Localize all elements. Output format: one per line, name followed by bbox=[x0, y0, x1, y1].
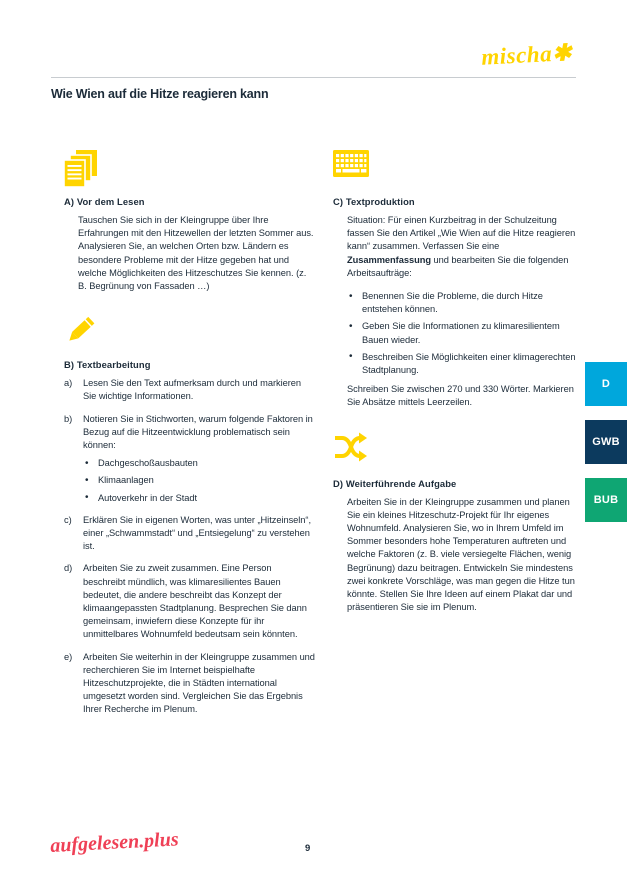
section-c-bullet-list bbox=[347, 290, 584, 377]
task-text: Erklären Sie in eigenen Worten, was unter „Hitzeinseln“, einer „Schwammstadt“ und „Entsiegelung“ zu verstehen ist. bbox=[83, 514, 312, 552]
bullet-item: • Klimaanlagen bbox=[83, 474, 315, 487]
task-text: Notieren Sie in Stichworten, warum folgende Faktoren in Bezug auf die Hitzeentwicklung problematisch sein können: bbox=[83, 413, 313, 451]
page-number: 9 bbox=[305, 843, 311, 854]
section-a-title: Vor dem Lesen bbox=[76, 196, 145, 207]
task-item bbox=[64, 413, 315, 505]
bullet-item: • Benennen Sie die Probleme, die durch Hitze entstehen können. bbox=[347, 290, 584, 316]
task-bullet-list bbox=[83, 457, 315, 505]
task-item bbox=[64, 377, 315, 403]
section-c-intro bbox=[347, 214, 584, 280]
task-text: Arbeiten Sie weiterhin in der Kleingruppe zusammen und recherchieren Sie im Internet beispielhafte Hitzeschutzprojekte, die in Städten international umgesetzt worden sind. Vergleichen Sie das Ergebnis Ihrer Recherche im Plenum. bbox=[83, 651, 315, 715]
header-divider bbox=[51, 77, 576, 78]
side-tab-gwb[interactable]: GWB bbox=[585, 420, 627, 464]
side-tab-bub[interactable]: BUB bbox=[585, 478, 627, 522]
section-c-letter: C) bbox=[333, 196, 346, 207]
pencil-icon bbox=[64, 313, 315, 353]
task-text: Arbeiten Sie zu zweit zusammen. Eine Person beschreibt mündlich, was klimaresilientes Bauen bedeutet, die andere beschreibt das Konzept der klimaangepassten Stadtplanung. Besprechen Sie dann gemeinsam, inwiefern diese Konzepte für ihr unmittelbares Wohnumfeld bedeutsam sein könnten. bbox=[83, 563, 307, 640]
section-d-letter: D) bbox=[333, 477, 346, 489]
section-a-letter: A) bbox=[64, 196, 77, 207]
bullet-item: • Dachgeschoßausbauten bbox=[83, 457, 315, 470]
task-marker: d) bbox=[64, 563, 73, 574]
section-c-heading bbox=[333, 196, 584, 207]
bullet-item: • Beschreiben Sie Möglichkeiten einer klimagerechten Stadtplanung. bbox=[347, 351, 584, 377]
section-c-intro-bold: Zusammenfassung bbox=[347, 254, 431, 265]
section-d bbox=[333, 432, 584, 615]
section-c-title: Textproduktion bbox=[345, 196, 415, 207]
section-c-intro-part1: Situation: Für einen Kurzbeitrag in der Schulzeitung fassen Sie den Artikel „Wie Wien auf die Hitze reagieren kann“ zusammen. Verfassen Sie eine bbox=[347, 215, 576, 252]
side-tab-d[interactable]: D bbox=[585, 362, 627, 406]
section-b-title: Textbearbeitung bbox=[76, 359, 151, 371]
bullet-item: • Autoverkehr in der Stadt bbox=[83, 492, 315, 505]
section-d-heading bbox=[333, 478, 584, 489]
section-a-heading bbox=[64, 196, 315, 207]
task-marker: b) bbox=[64, 413, 73, 424]
task-marker: c) bbox=[64, 514, 72, 525]
section-b bbox=[64, 313, 315, 716]
shuffle-icon bbox=[333, 432, 584, 472]
side-tab-strip bbox=[585, 362, 627, 536]
section-b-heading bbox=[64, 359, 315, 370]
section-c bbox=[333, 150, 584, 410]
task-marker: a) bbox=[64, 378, 73, 389]
section-b-task-list bbox=[64, 377, 315, 716]
section-a-paragraph: Tauschen Sie sich in der Kleingruppe über Ihre Erfahrungen mit den Hitzewellen der letzten Sommer aus. Analysieren Sie, an welchen Orten bzw. Ländern es besondere Probleme mit der Hitze gegeben hat und welche Möglichkeiten des Hitzeschutzes Sie kennen. (z. B. Begrünung von Fassaden …) bbox=[78, 215, 314, 292]
section-d-paragraph: Arbeiten Sie in der Kleingruppe zusammen und planen Sie ein kleines Hitzeschutz-Projekt für Ihr eigenes Wohnumfeld. Analysieren Sie, wo in Ihrem Umfeld im Sommer besonders hohe Temperaturen auftreten und welche Faktoren (z. B. viele versiegelte Flächen, wenig Begrünung) dazu beitragen. Entwickeln Sie mindestens zwei konkrete Vorschläge, was man gegen die Hitze tun könnte. Stellen Sie Ihre Ideen auf einem Plakat dar und präsentieren Sie sie im Plenum. bbox=[347, 496, 575, 613]
section-b-letter: B) bbox=[64, 359, 77, 371]
brand-logo-mischa: mischa✱ bbox=[481, 40, 573, 70]
documents-stack-icon bbox=[64, 150, 315, 190]
keyboard-icon bbox=[333, 150, 584, 190]
right-column bbox=[333, 150, 584, 624]
left-column bbox=[64, 150, 315, 726]
section-c-intro-part2: und bearbeiten Sie die folgenden Arbeitsaufträge: bbox=[347, 254, 569, 278]
task-item bbox=[64, 651, 315, 717]
task-item bbox=[64, 562, 315, 641]
task-marker: e) bbox=[64, 651, 73, 662]
section-d-title: Weiterführende Aufgabe bbox=[345, 477, 457, 489]
page-title: Wie Wien auf die Hitze reagieren kann bbox=[51, 87, 269, 101]
section-c-closing: Schreiben Sie zwischen 270 und 330 Wörter. Markieren Sie Absätze mittels Leerzeilen. bbox=[347, 384, 574, 408]
bullet-item: • Geben Sie die Informationen zu klimaresilientem Bauen wieder. bbox=[347, 320, 584, 346]
task-item bbox=[64, 514, 315, 554]
footer-logo-aufgelesen-plus: aufgelesen.plus bbox=[49, 828, 180, 858]
section-a bbox=[64, 150, 315, 293]
task-text: Lesen Sie den Text aufmerksam durch und markieren Sie wichtige Informationen. bbox=[83, 378, 302, 402]
